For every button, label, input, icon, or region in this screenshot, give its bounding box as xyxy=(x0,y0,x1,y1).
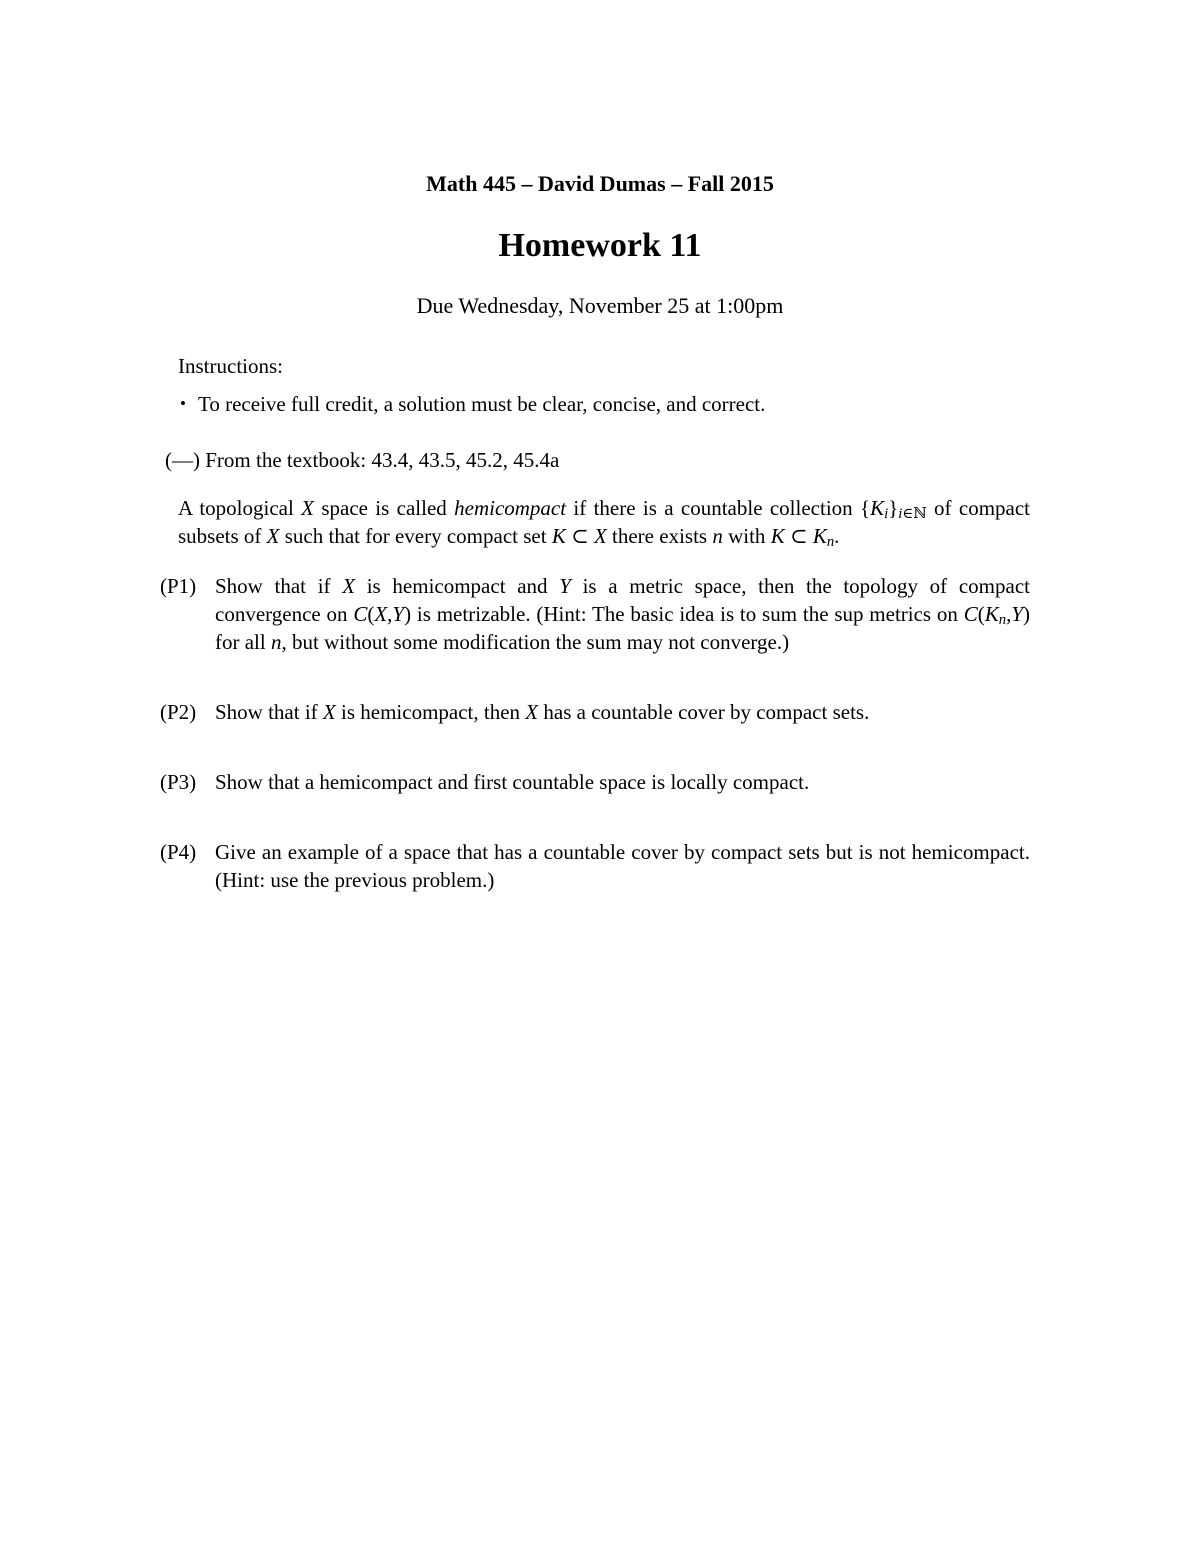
problem-text: Show that if X is hemicompact, then X has a countable cover by compact sets. xyxy=(215,700,870,724)
document-header xyxy=(0,0,1200,320)
instructions-bullet-item xyxy=(180,390,1030,418)
problem-text: Show that a hemicompact and first countable space is locally compact. xyxy=(215,770,810,794)
problem-text: Show that if X is hemicompact and Y is a metric space, then the topology of compact convergence on C(X,Y) is metrizable. (Hint: The basic idea is to sum the sup metrics on C(Kn,Y) for all n, but without some modification the sum may not converge.) xyxy=(215,574,1031,654)
problem-item-p2 xyxy=(160,698,1030,726)
instructions-bullet-text: To receive full credit, a solution must be clear, concise, and correct. xyxy=(198,392,766,416)
problem-item-p3 xyxy=(160,768,1030,796)
definition-paragraph: A topological X space is called hemicompact if there is a countable collection {Ki}i∈ℕ of compact subsets of X such that for every compact set K ⊂ X there exists n with K ⊂ Kn. xyxy=(178,496,1030,551)
page-title: Homework 11 xyxy=(498,227,702,264)
problem-item-p4 xyxy=(160,838,1030,894)
problem-label: (P3) xyxy=(160,770,197,794)
due-date: Due Wednesday, November 25 at 1:00pm xyxy=(416,293,784,318)
bullet-icon: • xyxy=(180,394,186,413)
textbook-reference: (—) From the textbook: 43.4, 43.5, 45.2, 45.4a xyxy=(165,448,560,472)
course-header: Math 445 – David Dumas – Fall 2015 xyxy=(426,171,774,196)
problem-item-p1 xyxy=(160,572,1030,656)
problem-label: (P1) xyxy=(160,574,197,598)
instructions-label: Instructions: xyxy=(178,354,283,378)
problem-label: (P2) xyxy=(160,700,197,724)
problem-text: Give an example of a space that has a countable cover by compact sets but is not hemicompact. (Hint: use the previous problem.) xyxy=(215,840,1030,892)
document-body xyxy=(160,352,1030,894)
problem-label: (P4) xyxy=(160,840,197,864)
